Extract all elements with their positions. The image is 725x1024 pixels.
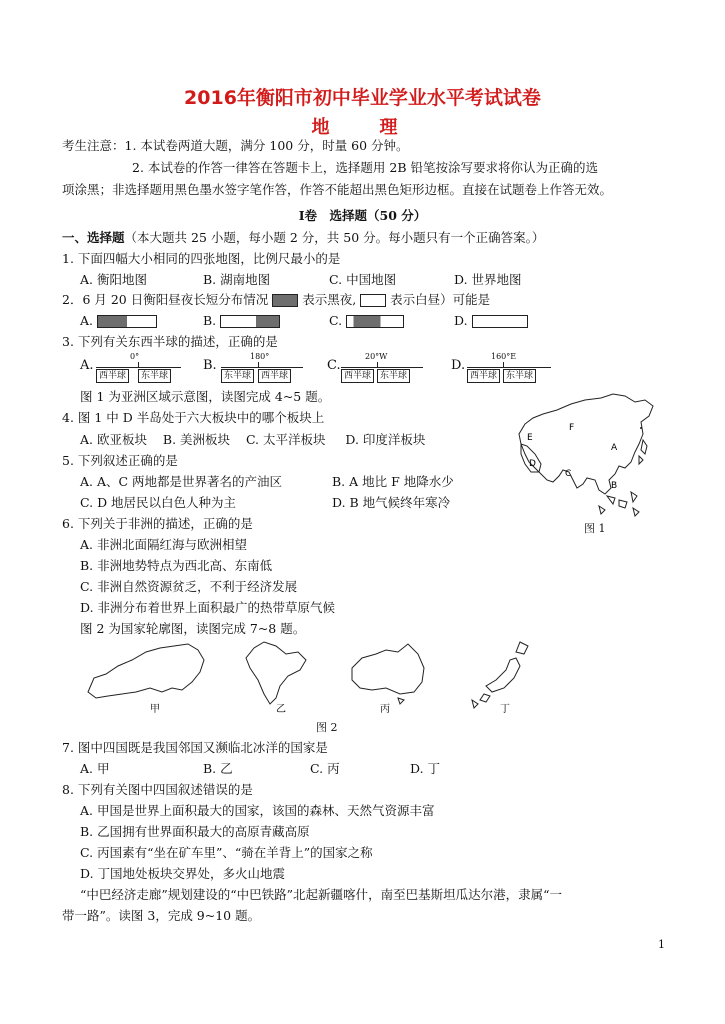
notice-line-1: 考生注意：1. 本试卷两道大题，满分 100 分，时量 60 分钟。 xyxy=(62,138,409,153)
left-hemisphere-label: 西半球 xyxy=(341,369,374,383)
section-title: Ⅰ卷 选择题（50 分） xyxy=(298,208,427,223)
fig2-label-jia: 甲 xyxy=(150,704,160,715)
meridian-line xyxy=(221,367,303,368)
q8-option-b: B. 乙国拥有世界面积最大的高原青藏高原 xyxy=(80,824,310,839)
q2-option-b-bar xyxy=(220,315,280,328)
map-label-c: C xyxy=(565,469,572,479)
passage-line-2: 带一路”。读图 3，完成 9~10 题。 xyxy=(62,908,261,923)
country-bing-outline xyxy=(352,644,424,704)
q1-option-b: B. 湖南地图 xyxy=(203,272,271,287)
q6-option-b: B. 非洲地势特点为西北高、东南低 xyxy=(80,558,273,573)
notice-line-3: 项涂黑；非选择题用黑色墨水签字笔作答，作答不能超出黑色矩形边框。直接在试题卷上作答无效。 xyxy=(62,182,613,197)
meridian-label: 180° xyxy=(250,352,270,361)
japan-islands xyxy=(639,440,647,464)
q2-stem-part-a: 2．6 月 20 日衡阳昼夜长短分布情况 xyxy=(62,292,269,307)
figure-2-caption: 图 2 xyxy=(316,721,338,734)
meridian-line xyxy=(341,367,423,368)
meridian-label: 20°W xyxy=(365,352,388,361)
q2-option-d xyxy=(454,311,528,331)
q3-option-letter: A. xyxy=(80,358,94,373)
map-label-d: D xyxy=(529,459,536,469)
meridian-line xyxy=(96,367,181,368)
fig2-label-ding: 丁 xyxy=(500,704,510,715)
asia-outline xyxy=(519,394,653,494)
q1-stem: 1. 下面四幅大小相同的四张地图，比例尺最小的是 xyxy=(62,251,341,266)
q8-option-a: A. 甲国是世界上面积最大的国家，该国的森林、天然气资源丰富 xyxy=(80,803,435,818)
passage-line-1: “中巴经济走廊”规划建设的“中巴铁路”北起新疆喀什，南至巴基斯坦瓜达尔港，隶属“一 xyxy=(80,887,562,902)
q2-option-b xyxy=(203,311,280,331)
q7-option-d: D. 丁 xyxy=(410,761,441,776)
q2-stem-part-c: 表示白昼）可能是 xyxy=(390,292,491,307)
q7-stem: 7. 图中四国既是我国邻国又濒临北冰洋的国家是 xyxy=(62,740,328,755)
q4-stem: 4. 图 1 中 D 半岛处于六大板块中的哪个板块上 xyxy=(62,410,325,425)
meridian-label: 0° xyxy=(130,352,140,361)
q3-option-a xyxy=(80,352,200,386)
night-legend-box xyxy=(272,294,298,307)
q2-option-a xyxy=(80,311,157,331)
country-yi-outline xyxy=(246,642,306,704)
q8-stem: 8. 下列有关图中四国叙述错误的是 xyxy=(62,782,253,797)
q3-option-d xyxy=(451,352,571,386)
q3-stem: 3. 下列有关东西半球的描述，正确的是 xyxy=(62,334,278,349)
q7-option-b: B. 乙 xyxy=(203,761,233,776)
country-jia-outline xyxy=(88,644,204,698)
q3-option-letter: C. xyxy=(327,358,341,373)
q5-option-b: B. A 地比 F 地降水少 xyxy=(332,474,454,489)
q2-option-a-letter: A. xyxy=(80,313,94,328)
map-label-e: E xyxy=(527,433,533,443)
q2-option-d-bar xyxy=(472,315,528,328)
q2-option-a-bar xyxy=(97,315,157,328)
map-label-a: A xyxy=(611,443,618,453)
q5-stem: 5. 下列叙述正确的是 xyxy=(62,453,178,468)
left-hemisphere-label: 东半球 xyxy=(221,369,254,383)
q1-option-c: C. 中国地图 xyxy=(329,272,397,287)
right-hemisphere-label: 东半球 xyxy=(377,369,410,383)
q6-stem: 6. 下列关于非洲的描述，正确的是 xyxy=(62,516,253,531)
right-hemisphere-label: 东半球 xyxy=(503,369,536,383)
q6-option-c: C. 非洲自然资源贫乏，不利于经济发展 xyxy=(80,579,298,594)
q4-options xyxy=(80,430,425,450)
q4-option-a: A. 欧亚板块 xyxy=(80,432,147,447)
q4-option-b: B. 美洲板块 xyxy=(162,432,231,447)
right-hemisphere-label: 西半球 xyxy=(258,369,291,383)
q2-stem-part-b: 表示黑夜, xyxy=(302,292,357,307)
q2-option-b-letter: B. xyxy=(203,313,217,328)
q8-option-c: C. 丙国素有“坐在矿车里”、“骑在羊背上”的国家之称 xyxy=(80,845,373,860)
exam-title: 2016年衡阳市初中毕业学业水平考试试卷 xyxy=(184,87,541,109)
q6-option-a: A. 非洲北面隔红海与欧洲相望 xyxy=(80,537,247,552)
q3-option-letter: B. xyxy=(203,358,217,373)
right-hemisphere-label: 东半球 xyxy=(138,369,171,383)
fig2-label-bing: 丙 xyxy=(380,704,390,715)
left-hemisphere-label: 西半球 xyxy=(467,369,500,383)
q2-option-c-letter: C. xyxy=(329,313,343,328)
q8-option-d: D. 丁国地处板块交界处，多火山地震 xyxy=(80,866,286,881)
q5-option-a: A. A、C 两地都是世界著名的产油区 xyxy=(80,474,283,489)
fig1-intro: 图 1 为亚洲区域示意图，读图完成 4~5 题。 xyxy=(80,389,331,404)
q7-option-c: C. 丙 xyxy=(310,761,340,776)
q3-option-b xyxy=(203,352,323,386)
section-intro-rest: （本大题共 25 小题，每小题 2 分，共 50 分。每小题只有一个正确答案。） xyxy=(124,230,545,245)
day-legend-box xyxy=(360,294,386,307)
meridian-label: 160°E xyxy=(491,352,517,361)
q1-option-a: A. 衡阳地图 xyxy=(80,272,147,287)
q3-option-c xyxy=(327,352,447,386)
map-label-f: F xyxy=(569,423,575,433)
q2-option-d-letter: D. xyxy=(454,313,468,328)
q7-option-a: A. 甲 xyxy=(80,761,110,776)
page-number: 1 xyxy=(658,938,665,951)
section-intro xyxy=(62,228,544,248)
figure-1-caption: 图 1 xyxy=(584,522,606,535)
q2-option-c-bar xyxy=(346,315,404,328)
subject-title: 地 理 xyxy=(311,117,414,138)
figure-2-country-outlines xyxy=(80,638,550,718)
country-ding-outline xyxy=(472,642,528,708)
q6-option-d: D. 非洲分布着世界上面积最广的热带草原气候 xyxy=(80,600,336,615)
q5-option-c: C. D 地居民以白色人种为主 xyxy=(80,495,237,510)
figure-1-asia-map xyxy=(513,388,663,520)
southeast-asia-islands xyxy=(599,492,639,516)
q2-stem xyxy=(62,290,490,310)
notice-line-2: 2. 本试卷的作答一律答在答题卡上，选择题用 2B 铅笔按涂写要求将你认为正确的选 xyxy=(132,160,598,175)
left-hemisphere-label: 西半球 xyxy=(96,369,129,383)
q3-option-letter: D. xyxy=(451,358,466,373)
q1-option-d: D. 世界地图 xyxy=(454,272,522,287)
map-label-b: B xyxy=(611,481,618,491)
section-intro-bold: 一、选择题 xyxy=(62,230,125,245)
q2-option-c xyxy=(329,311,404,331)
fig2-label-yi: 乙 xyxy=(276,704,286,715)
meridian-line xyxy=(467,367,551,368)
fig2-intro: 图 2 为国家轮廓图，读图完成 7~8 题。 xyxy=(80,621,306,636)
q5-option-d: D. B 地气候终年寒冷 xyxy=(332,495,451,510)
q4-option-d: D. 印度洋板块 xyxy=(345,432,426,447)
q4-option-c: C. 太平洋板块 xyxy=(245,432,326,447)
